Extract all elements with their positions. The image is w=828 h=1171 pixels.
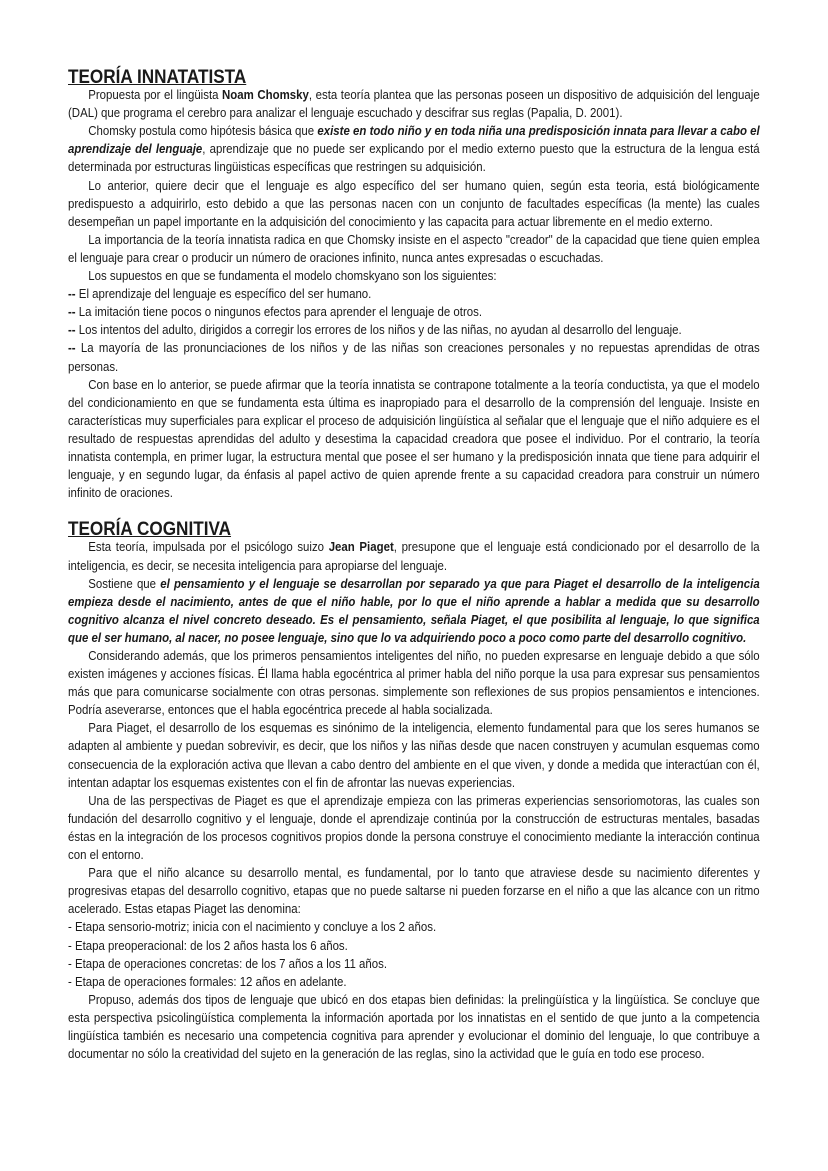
text-run: - Etapa sensorio-motriz; inicia con el nacimiento y concluye a los 2 años. bbox=[68, 919, 437, 935]
emphasis-text: el pensamiento y el lenguaje se desarrollan por separado ya que para Piaget el desarrollo de la inteligencia empieza desde el nacimiento, antes de que el niño hable, por lo que el niño aprende a hablar a medida que su desarrollo cognitivo alcanza el nivel concreto deseado. Es el pensamiento, señala Piaget, el que posibilita al lenguaje, lo que significa que el ser humano, al nacer, no posee lenguaje, sino que lo va adquiriendo poco a poco como parte del desarrollo cognitivo. bbox=[68, 575, 760, 645]
text-run: Los intentos del adulto, dirigidos a corregir los errores de los niños y de las niñas, no ayudan al desarrollo del lenguaje. bbox=[75, 322, 682, 338]
paragraph bbox=[68, 647, 760, 719]
section-heading: TEORÍA COGNITIVA bbox=[68, 518, 232, 541]
paragraph bbox=[68, 86, 760, 122]
text-run: Para Piaget, el desarrollo de los esquemas es sinónimo de la inteligencia, elemento fundamental para que los seres humanos se adapten al ambiente y puedan sobrevivir, es decir, que los niños y las niñas desde que nacen construyen y acumulan esquemas como consecuencia de la exploración activa que llevan a cabo dentro del ambiente en el que viven, y donde a medida que interactúan con él, intentan adaptar los esquemas existentes con el fin de afrontar las nuevas experiencias. bbox=[68, 720, 760, 790]
text-run: - Etapa de operaciones formales: 12 años en adelante. bbox=[68, 973, 347, 989]
text-run: Esta teoría, impulsada por el psicólogo suizo bbox=[88, 539, 329, 555]
list-item bbox=[68, 339, 760, 375]
text-run: , esta teoría plantea que las personas poseen un dispositivo de adquisición del lenguaje (DAL) que programa el cerebro para analizar el lenguaje escuchado y descifrar sus reglas (Papalia, D. 2001). bbox=[68, 87, 760, 121]
text-run: , aprendizaje que no puede ser explicando por el medio externo puesto que la estructura de la lengua está determinada por estructuras lingüisticas específicas que restringen su adquisición. bbox=[68, 141, 760, 175]
paragraph bbox=[68, 267, 760, 285]
text-run: - Etapa de operaciones concretas: de los 7 años a los 11 años. bbox=[68, 955, 388, 971]
paragraph bbox=[68, 991, 760, 1063]
paragraph bbox=[68, 575, 760, 647]
text-run: La mayoría de las pronunciaciones de los niños y de las niñas son creaciones personales y no repuestas aprendidas de otras personas. bbox=[68, 340, 760, 374]
section bbox=[68, 520, 760, 1063]
text-run: El aprendizaje del lenguaje es específico del ser humano. bbox=[75, 286, 372, 302]
paragraph bbox=[68, 376, 760, 503]
bold-text: -- bbox=[68, 286, 76, 302]
text-run: La imitación tiene pocos o ningunos efectos para aprender el lenguaje de otros. bbox=[75, 304, 483, 320]
text-run: Propuso, además dos tipos de lenguaje que ubicó en dos etapas bien definidas: la prelingüística y la lingüística. Se concluye que esta perspectiva psicolingüística complementa la información aportada por los innatistas en el sentido de que junto a la competencia lingüística también es necesario una competencia cognitiva para aprender y evolucionar el dominio del lenguaje, lo que contribuye a documentar no sólo la creatividad del sujeto en la generación de las reglas, sino la actividad que le guía en todo ese proceso. bbox=[68, 991, 760, 1062]
text-run: Para que el niño alcance su desarrollo mental, es fundamental, por lo tanto que atraviese desde su nacimiento diferentes y progresivas etapas del desarrollo cognitivo, etapas que no puede saltarse ni pueden forzarse en el niño a que las alcance con un ritmo acelerado. Estas etapas Piaget las denomina: bbox=[68, 865, 760, 917]
list-item bbox=[68, 321, 760, 339]
section-heading: TEORÍA INNATATISTA bbox=[68, 66, 247, 88]
text-run: La importancia de la teoría innatista radica en que Chomsky insiste en el aspecto "creador" de la capacidad que tiene quien emplea el lenguaje para crear o producir un número de oraciones infinito, nunca antes expresadas o escuchadas. bbox=[68, 231, 760, 265]
text-run: Propuesta por el lingüista bbox=[88, 87, 223, 103]
text-run: Considerando además, que los primeros pensamientos inteligentes del niño, no pueden expresarse en lenguaje debido a que sólo existen imágenes y acciones físicas. Él llama habla egocéntrica al primer habla del niño porque la usa para expresar sus pensamientos más que para comunicarse socialmente con otras personas. simplemente son reflexiones de sus propios pensamientos e intenciones. Podría aseverarse, entonces que el habla egocéntrica precede al habla socializada. bbox=[68, 648, 760, 718]
paragraph bbox=[68, 122, 760, 176]
document-page bbox=[68, 68, 760, 1063]
section bbox=[68, 68, 760, 502]
bold-text: -- bbox=[68, 322, 76, 338]
text-run: Los supuestos en que se fundamenta el modelo chomskyano son los siguientes: bbox=[88, 268, 497, 284]
list-item bbox=[68, 303, 760, 321]
bold-text: -- bbox=[68, 340, 76, 356]
bold-text: Jean Piaget bbox=[328, 539, 394, 555]
list-item bbox=[68, 937, 760, 955]
list-item bbox=[68, 973, 760, 991]
paragraph bbox=[68, 177, 760, 231]
paragraph bbox=[68, 719, 760, 791]
list-item bbox=[68, 285, 760, 303]
bold-text: Noam Chomsky bbox=[222, 87, 309, 103]
text-run: , presupone que el lenguaje está condicionado por el desarrollo de la inteligencia, es decir, se necesita inteligencia para apropiarse del lenguaje. bbox=[68, 539, 760, 573]
text-run: Una de las perspectivas de Piaget es que el aprendizaje empieza con las primeras experiencias sensoriomotoras, las cuales son fundación del desarrollo cognitivo y el lenguaje, donde el aprendizaje continúa por la construcción de estructuras mentales, basadas éstas en la integración de los procesos cognitivos propios donde la persona construye el conocimiento mediante la interacción continua con el entorno. bbox=[68, 792, 760, 863]
text-run: - Etapa preoperacional: de los 2 años hasta los 6 años. bbox=[68, 937, 348, 953]
text-run: Chomsky postula como hipótesis básica que bbox=[88, 123, 318, 139]
paragraph bbox=[68, 231, 760, 267]
list-item bbox=[68, 955, 760, 973]
bold-text: -- bbox=[68, 304, 76, 320]
paragraph bbox=[68, 538, 760, 574]
text-run: Lo anterior, quiere decir que el lenguaje es algo específico del ser humano quien, según esta teoria, está biológicamente predispuesto a adquirirlo, esto debido a que las personas nacen con un conjunto de facultades específicas (la mente) las cuales desempeñan un papel importante en la adquisición del conocimiento y las capacita para actuar libremente en el medio externo. bbox=[68, 177, 760, 229]
text-run: Con base en lo anterior, se puede afirmar que la teoría innatista se contrapone totalmente a la teoría conductista, ya que el modelo del condicionamiento en que se fundamenta esta última es inapropiado para el desarrollo de la comprensión del lenguaje. Insiste en características muy superficiales para explicar el proceso de adquisición lingüística al señalar que el lenguaje que el niño adquiere es el resultado de respuestas aprendidas del adulto y desestima la capacidad creadora que posee el individuo. Por el contrario, la teoría innatista contempla, en primer lugar, la estructura mental que posee el ser humano y la predisposición innata que tiene para adquirir el lenguaje, y en segundo lugar, da énfasis al papel activo de quien aprende frente a su capacidad creadora para construir un número infinito de oraciones. bbox=[68, 376, 760, 501]
paragraph bbox=[68, 792, 760, 864]
paragraph bbox=[68, 864, 760, 918]
text-run: Sostiene que bbox=[88, 575, 161, 591]
list-item bbox=[68, 918, 760, 936]
emphasis-text: existe en todo niño y en toda niña una predisposición innata para llevar a cabo el aprendizaje del lenguaje bbox=[68, 123, 760, 157]
